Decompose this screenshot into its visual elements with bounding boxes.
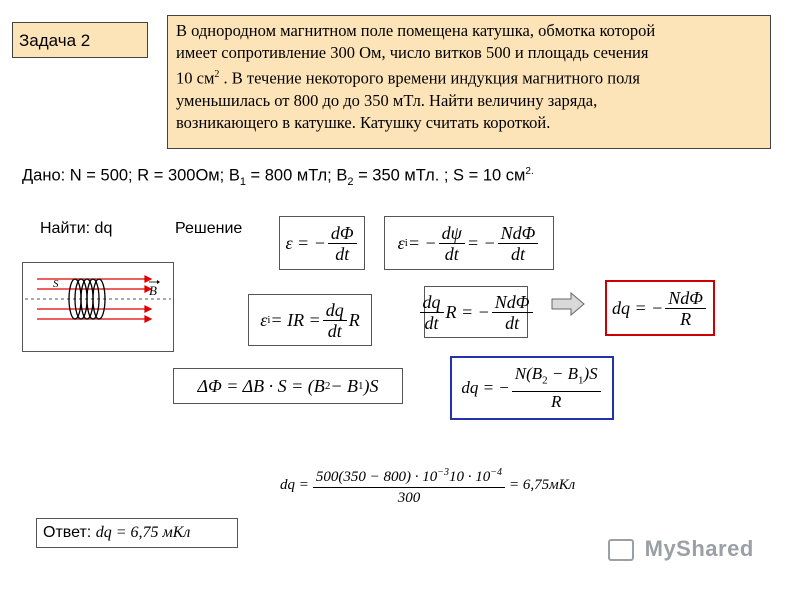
task-label: Задача 2: [19, 31, 91, 50]
problem-line: имеет сопротивление 300 Ом, число витков 500 и площадь сечения: [176, 43, 649, 62]
formula-ohm: ε i = IR = $\frac{dq}{dt}$ R: [248, 294, 372, 346]
given-data: Дано: N = 500; R = 300Ом; $B_1 = 800$ мТл; $B_2 = 350$ мТл. ; S = 10 $см^{2.}$: [22, 166, 534, 188]
problem-line: В однородном магнитном поле помещена катушка, обмотка которой: [176, 21, 656, 40]
watermark-logo: MyShared: [608, 536, 754, 562]
formula-charge-rate: $\frac{dq}{dt}$ R = − $\frac{\text{NdΦ}}{dt}$: [424, 286, 528, 338]
problem-statement: [167, 15, 771, 149]
projector-icon: [608, 539, 634, 561]
problem-line: возникающего в катушке. Катушку считать короткой.: [176, 112, 551, 132]
coil-drawing: [23, 263, 173, 351]
task-label-box: [12, 22, 148, 58]
formula-dq-symbolic: dq = − $\frac{N(B_2 - B_1)S}{R}$: [450, 356, 614, 420]
area-label: S: [53, 278, 59, 290]
arrow-right-icon: [551, 292, 585, 316]
solution-label: Решение: [175, 220, 243, 237]
formula-emf-induced: ε i = − $\frac{d\psi}{dt}$ = − $\frac{\text{NdΦ}}{dt}$: [384, 216, 554, 270]
formula-emf: ε = − $\frac{d\Phi}{dt}$: [279, 216, 365, 270]
field-label: B: [149, 283, 157, 298]
coil-diagram: [22, 262, 174, 352]
formula-flux-change: ΔΦ = ΔB · S = (B 2 − B 1 )S: [173, 368, 403, 404]
answer-box: Ответ: dq = 6,75 мКл: [36, 518, 238, 548]
problem-line: уменьшилась от 800 до до 350 мТл. Найти величину заряда,: [176, 90, 598, 110]
problem-line: 10 $см^2$ . В течение некоторого времени индукция магнитного поля: [176, 68, 640, 88]
formula-dq-boxed: dq = − $\frac{\text{NdΦ}}{R}$: [605, 280, 715, 336]
coil-windings: [69, 279, 105, 319]
formula-numeric: dq = $\frac{500(350 - 800) \cdot 10^{-3}10 \cdot 10^{-4}}{300}$ = 6,75мКл: [280, 460, 640, 510]
find-label: Найти: dq: [40, 220, 113, 237]
